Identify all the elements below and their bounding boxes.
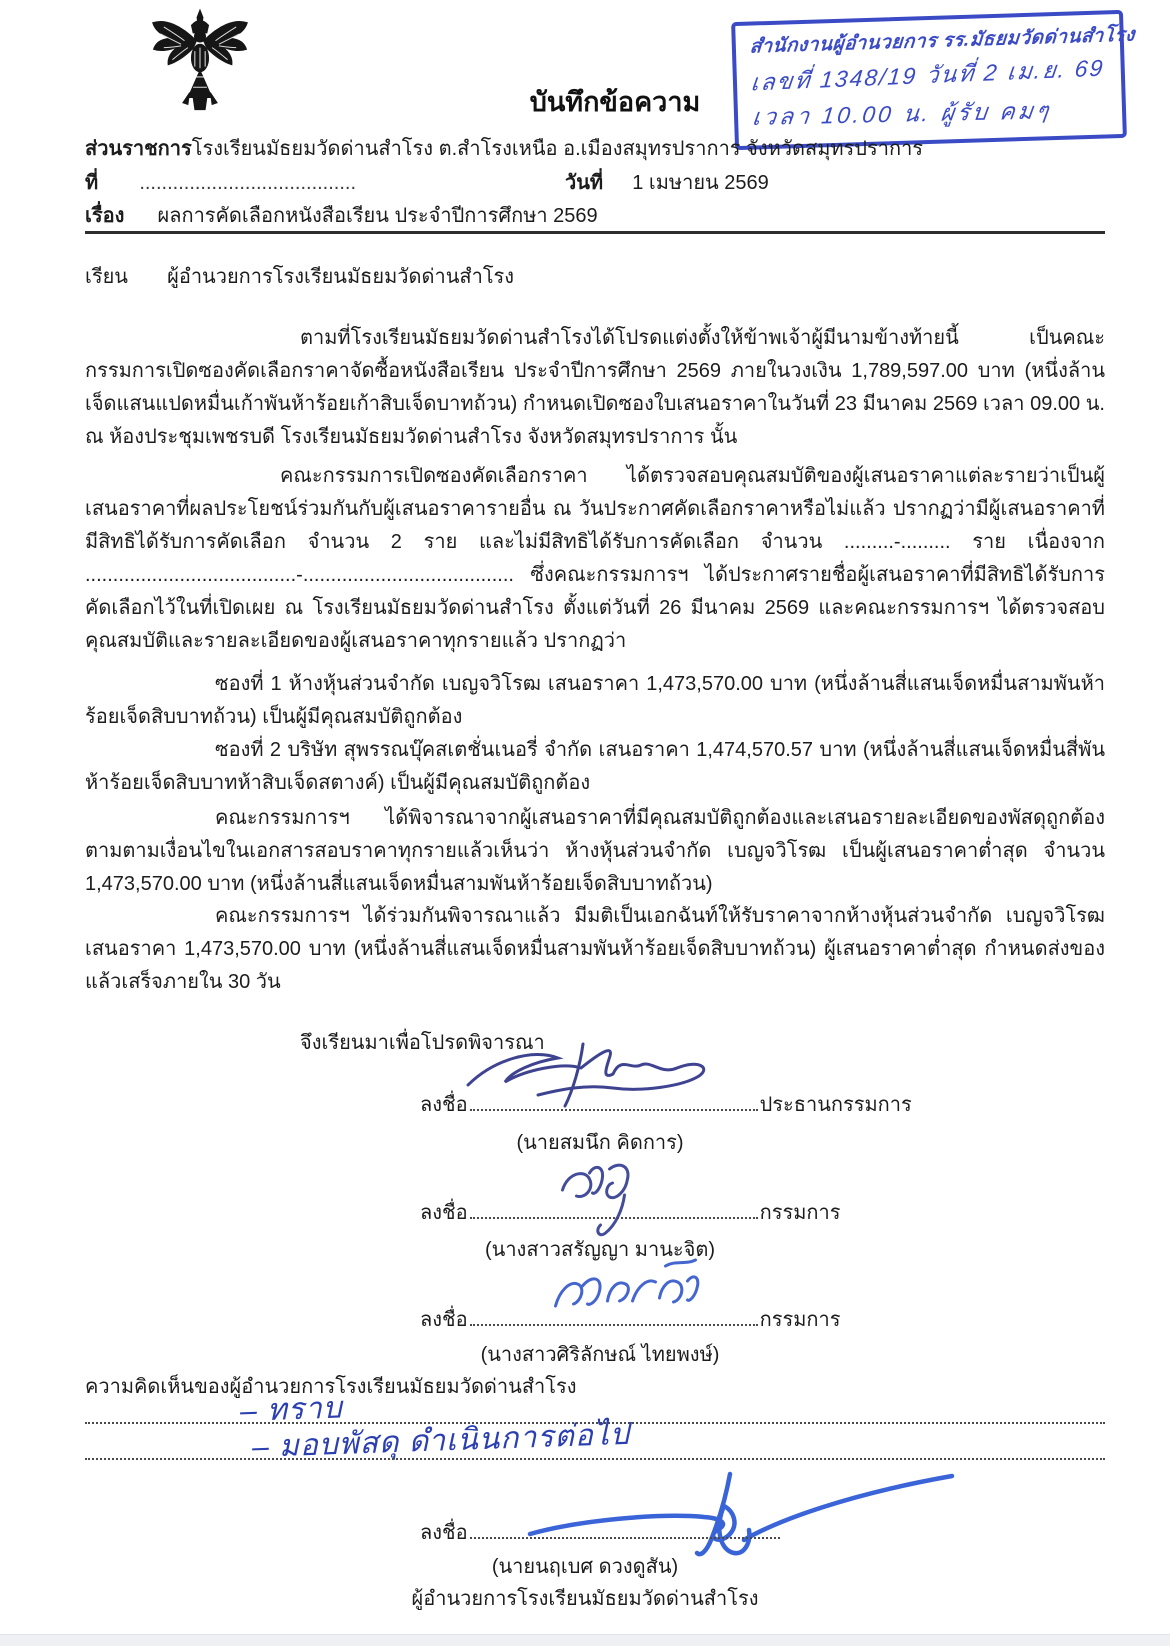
date-label: วันที่ — [565, 172, 604, 194]
signature-row-2 — [420, 1196, 840, 1228]
signature-row-3 — [420, 1303, 840, 1335]
signature-dotted-line — [470, 1199, 758, 1219]
director-opinion-heading: ความคิดเห็นของผู้อำนวยการโรงเรียนมัธยมวัดด่านสำโรง — [85, 1376, 577, 1398]
closing-line: จึงเรียนมาเพื่อโปรดพิจารณา — [300, 1032, 545, 1054]
signature-role: กรรมการ — [759, 1202, 841, 1224]
agency-value: โรงเรียนมัธยมวัดด่านสำโรง ต.สำโรงเหนือ อ.เมืองสมุทรปราการ จังหวัดสมุทรปราการ — [191, 138, 924, 160]
salutation-line — [85, 262, 514, 292]
date-value: 1 เมษายน 2569 — [632, 172, 769, 194]
signature-dotted-line — [470, 1306, 758, 1326]
header-divider — [85, 231, 1105, 234]
signer-name-1: (นายสมนึก คิดการ) — [516, 1132, 684, 1154]
signer-name-3: (นางสาวศิริลักษณ์ ไทยพงษ์) — [480, 1344, 720, 1366]
signer-name-2: (นางสาวสรัญญา มานะจิต) — [484, 1239, 715, 1261]
sign-label: ลงชื่อ — [420, 1094, 468, 1116]
subject-line — [85, 201, 598, 231]
handwritten-note-2: – มอบพัสดุ ดำเนินการต่อไป — [251, 1417, 631, 1464]
subject-value: ผลการคัดเลือกหนังสือเรียน ประจำปีการศึกษา 2569 — [157, 205, 598, 227]
salutation-label: เรียน — [85, 266, 128, 288]
agency-label: ส่วนราชการ — [85, 138, 192, 160]
number-blank: ....................................... — [139, 172, 357, 194]
stamp-time-line: เวลา 10.00 น. ผู้รับ คมๆ — [750, 97, 1053, 131]
salutation-value: ผู้อำนวยการโรงเรียนมัธยมวัดด่านสำโรง — [167, 266, 515, 288]
stamp-number-line: เลขที่ 1348/19 วันที่ 2 เม.ย. 69 — [749, 54, 1106, 96]
agency-line — [85, 134, 923, 164]
paragraph-5: คณะกรรมการฯ ได้พิจารณาจากผู้เสนอราคาที่มีคุณสมบัติถูกต้องและเสนอรายละเอียดของพัสดุถูกต้องตามตามเงื่อนไขในเอกสารสอบราคาทุกรายแล้วเห็นว่า ห้างหุ้นส่วนจำกัด เบญจวิโรฒ เป็นผู้เสนอราคาต่ำสุด จำนวน 1,473,570.00 บาท (หนึ่งล้านสี่แสนเจ็ดหมื่นสามพันห้าร้อยเจ็ดสิบบาทถ้วน) — [85, 807, 1105, 895]
sign-label: ลงชื่อ — [420, 1309, 468, 1331]
director-signature-row — [420, 1516, 782, 1548]
paragraph-3: ซองที่ 1 ห้างหุ้นส่วนจำกัด เบญจวิโรฒ เสนอราคา 1,473,570.00 บาท (หนึ่งล้านสี่แสนเจ็ดหมื่นสามพันห้าร้อยเจ็ดสิบบาทถ้วน) เป็นผู้มีคุณสมบัติถูกต้อง — [85, 673, 1105, 728]
director-name: (นายนฤเบศ ดวงดูสัน) — [491, 1556, 679, 1578]
opinion-dotted-line-2 — [85, 1456, 1105, 1460]
subject-label: เรื่อง — [85, 205, 125, 227]
paragraph-4: ซองที่ 2 บริษัท สุพรรณบุ๊คสเตชั่นเนอรี่ จำกัด เสนอราคา 1,474,570.57 บาท (หนึ่งล้านสี่แสนเจ็ดหมื่นสี่พันห้าร้อยเจ็ดสิบบาทห้าสิบเจ็ดสตางค์) เป็นผู้มีคุณสมบัติถูกต้อง — [85, 739, 1105, 794]
stamp-office-line: สำนักงานผู้อำนวยการ รร.มัธยมวัดด่านสำโรง — [749, 24, 1136, 58]
handwritten-note-1: – ทราบ — [239, 1391, 344, 1428]
signature-role: ประธานกรรมการ — [759, 1094, 912, 1116]
paragraph-2: คณะกรรมการเปิดซองคัดเลือกราคา ได้ตรวจสอบคุณสมบัติของผู้เสนอราคาแต่ละรายว่าเป็นผู้เสนอราคาที่ผลประโยชน์ร่วมกันกับผู้เสนอราคารายอื่น ณ วันประกาศคัดเลือกราคาหรือไม่แล้ว ปรากฏว่ามีผู้เสนอราคาที่มีสิทธิได้รับการคัดเลือก จำนวน 2 ราย และไม่มีสิทธิได้รับการคัดเลือก จำนวน .........-......... ราย เนื่องจาก ......................................-...................................... ซึ่งคณะกรรมการฯ ได้ประกาศรายชื่อผู้เสนอราคาที่มีสิทธิได้รับการคัดเลือกไว้ในที่เปิดเผย ณ โรงเรียนมัธยมวัดด่านสำโรง ตั้งแต่วันที่ 26 มีนาคม 2569 และคณะกรรมการฯ ได้ตรวจสอบคุณสมบัติและรายละเอียดของผู้เสนอราคาทุกรายแล้ว ปรากฏว่า — [85, 465, 1105, 652]
signature-dotted-line — [470, 1091, 758, 1111]
paragraph-6: คณะกรรมการฯ ได้ร่วมกันพิจารณาแล้ว มีมติเป็นเอกฉันท์ให้รับราคาจากห้างหุ้นส่วนจำกัด เบญจวิโรฒ เสนอราคา 1,473,570.00 บาท (หนึ่งล้านสี่แสนเจ็ดหมื่นสามพันห้าร้อยเจ็ดสิบบาทถ้วน) ผู้เสนอราคาต่ำสุด กำหนดส่งของแล้วเสร็จภายใน 30 วัน — [85, 905, 1105, 993]
date-line — [565, 168, 769, 198]
sign-label: ลงชื่อ — [420, 1202, 468, 1224]
number-label: ที่ — [85, 172, 99, 194]
signature-row-1 — [420, 1088, 912, 1120]
scan-edge-strip — [0, 1634, 1170, 1646]
paragraph-1: ตามที่โรงเรียนมัธยมวัดด่านสำโรงได้โปรดแต่งตั้งให้ข้าพเจ้าผู้มีนามข้างท้ายนี้ เป็นคณะกรรมการเปิดซองคัดเลือกราคาจัดซื้อหนังสือเรียน ประจำปีการศึกษา 2569 ภายในวงเงิน 1,789,597.00 บาท (หนึ่งล้านเจ็ดแสนแปดหมื่นเก้าพันห้าร้อยเก้าสิบเจ็ดบาทถ้วน) กำหนดเปิดซองใบเสนอราคาในวันที่ 23 มีนาคม 2569 เวลา 09.00 น. ณ ห้องประชุมเพชรบดี โรงเรียนมัธยมวัดด่านสำโรง จังหวัดสมุทรปราการ นั้น — [85, 327, 1105, 448]
signature-dotted-line — [470, 1519, 780, 1539]
signature-role: กรรมการ — [759, 1309, 841, 1331]
page-title: บันทึกข้อความ — [529, 87, 701, 117]
director-title: ผู้อำนวยการโรงเรียนมัธยมวัดด่านสำโรง — [411, 1588, 759, 1610]
number-line — [85, 168, 356, 198]
sign-label: ลงชื่อ — [420, 1522, 468, 1544]
